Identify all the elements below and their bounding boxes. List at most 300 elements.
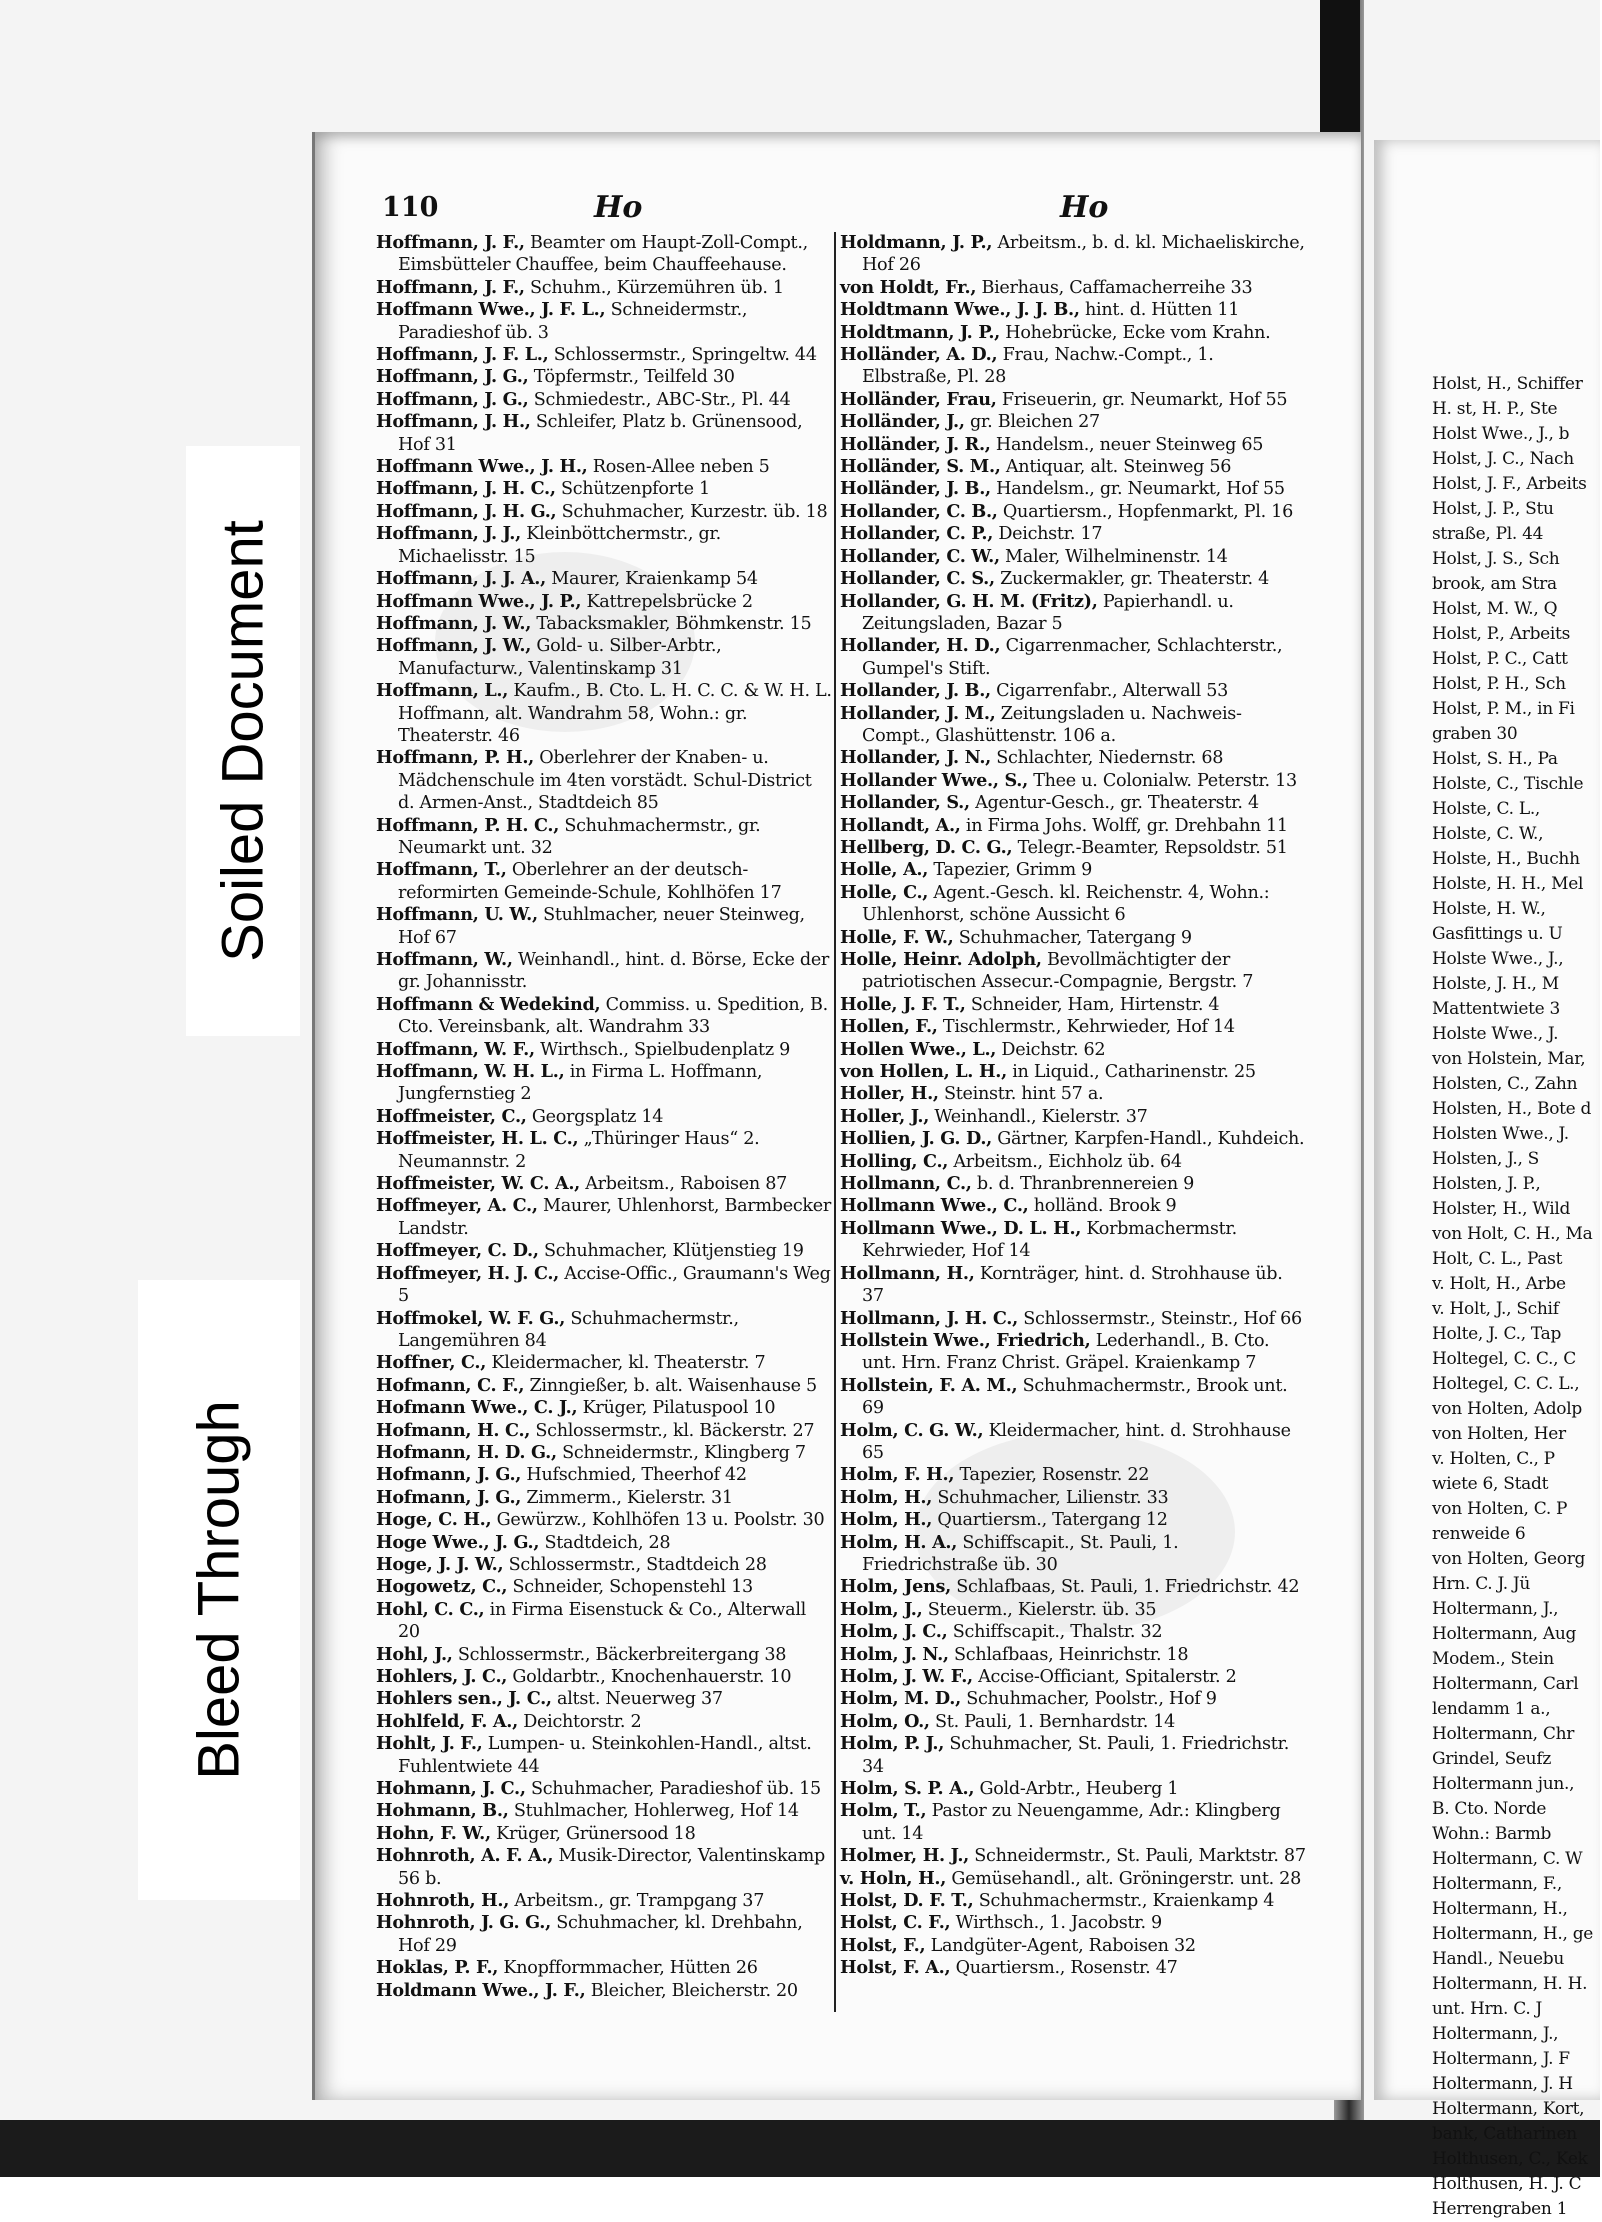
- directory-entry: [376, 523, 832, 568]
- entry-name: Hoffmann, J. W.,: [376, 635, 532, 657]
- entry-name: Hoffmeyer, H. J. C.,: [376, 1262, 559, 1284]
- directory-entry: [840, 1464, 1308, 1486]
- directory-entry: [840, 1083, 1308, 1105]
- directory-entry: [376, 1957, 832, 1979]
- entry-details: Schlafbaas, St. Pauli, 1. Friedrichstr. 42: [950, 1577, 1300, 1598]
- entry-name: Hollander, J. M.,: [840, 702, 996, 724]
- entry-name: Holm, J. W. F.,: [840, 1666, 973, 1687]
- directory-entry: [840, 591, 1308, 636]
- entry-name: Hollen, F.,: [840, 1016, 938, 1038]
- entry-details: Stuhlmacher, Hohlerweg, Hof 14: [508, 1801, 799, 1822]
- entry-name: Hohnroth, A. F. A.,: [376, 1845, 554, 1867]
- entry-name: Holmer, H. J.,: [840, 1845, 969, 1867]
- entry-name: Holle, C.,: [840, 881, 929, 903]
- entry-name: v. Holn, H.,: [840, 1867, 947, 1889]
- entry-details: Cigarrenmacher, Schlachterstr., Gumpel's Stift.: [862, 636, 1283, 679]
- entry-name: Hofmann, H. D. G.,: [376, 1441, 557, 1463]
- directory-entry: [840, 1733, 1308, 1778]
- adjacent-entry-fragment: Holste, J. H., M: [1432, 974, 1559, 994]
- adjacent-entry-fragment: v. Holt, H., Arbe: [1432, 1274, 1566, 1294]
- entry-details: Arbeitsm., Raboisen 87: [579, 1174, 788, 1195]
- entry-name: Hoffmann, W. H. L.,: [376, 1061, 565, 1083]
- adjacent-entry-fragment: Holst, P. C., Catt: [1432, 649, 1568, 669]
- directory-entry: [376, 1711, 832, 1733]
- adjacent-entry-fragment: v. Holt, J., Schif: [1432, 1299, 1559, 1319]
- directory-entry: [840, 635, 1308, 680]
- adjacent-entry-fragment: Holst, P., Arbeits: [1432, 624, 1571, 644]
- entry-name: Holm, J.,: [840, 1598, 923, 1620]
- entry-details: Schneidermstr., Klingberg 7: [556, 1442, 806, 1463]
- entry-name: Hoffmann, J. H.,: [376, 411, 531, 433]
- entry-details: Knopfformmacher, Hütten 26: [498, 1958, 758, 1979]
- entry-name: Holm, T.,: [840, 1800, 927, 1822]
- adjacent-entry-fragment: von Holten, Adolp: [1432, 1399, 1582, 1419]
- entry-details: Friseuerin, gr. Neumarkt, Hof 55: [996, 389, 1288, 410]
- adjacent-entry-fragment: Holtermann, H. H.: [1432, 1974, 1588, 1994]
- entry-details: Wirthsch., 1. Jacobstr. 9: [950, 1913, 1162, 1934]
- adjacent-entry-fragment: Holste Wwe., J.: [1432, 1024, 1559, 1044]
- entry-details: Schmiedestr., ABC-Str., Pl. 44: [528, 389, 791, 410]
- entry-name: Holdmann Wwe., J. F.,: [376, 1979, 586, 2001]
- entry-name: Hofmann, J. G.,: [376, 1464, 522, 1486]
- directory-entry: [376, 1599, 832, 1644]
- entry-name: Hoffmann, J. J. A.,: [376, 568, 546, 590]
- entry-details: Beamter om Haupt-Zoll-Compt., Eimsbütteler Chauffee, beim Chauffeehause.: [398, 233, 808, 276]
- entry-name: Hohmann, J. C.,: [376, 1778, 526, 1800]
- entry-name: Hoffmeister, H. L. C.,: [376, 1128, 579, 1150]
- adjacent-entry-fragment: von Holt, C. H., Ma: [1432, 1224, 1593, 1244]
- entry-name: Hoklas, P. F.,: [376, 1957, 499, 1979]
- directory-entry: [376, 1106, 832, 1128]
- entry-name: Hellberg, D. C. G.,: [840, 836, 1013, 858]
- entry-name: Holdmann, J. P.,: [840, 232, 993, 253]
- entry-details: Maurer, Kraienkamp 54: [545, 569, 758, 590]
- directory-entry: [840, 770, 1308, 792]
- bleed-through-label: Bleed Through: [138, 1280, 300, 1900]
- entry-name: Hollander, C. S.,: [840, 568, 995, 590]
- adjacent-entry-fragment: Holtermann, J.,: [1432, 2024, 1559, 2044]
- scanner-bottom-edge: [0, 2120, 1600, 2177]
- entry-name: Hollander, C. B.,: [840, 500, 998, 522]
- entry-details: Gewürzw., Kohlhöfen 13 u. Poolstr. 30: [491, 1510, 825, 1531]
- entry-name: Hohnroth, H.,: [376, 1890, 510, 1912]
- entry-details: Hufschmied, Theerhof 42: [521, 1465, 747, 1486]
- adjacent-entry-fragment: Holst, J. S., Sch: [1432, 549, 1560, 569]
- entry-details: Accise-Officiant, Spitalerstr. 2: [972, 1667, 1237, 1687]
- entry-name: Holler, J.,: [840, 1105, 930, 1127]
- entry-details: „Thüringer Haus“ 2. Neumannstr. 2: [398, 1129, 760, 1172]
- entry-details: Schuhmacher, Tatergang 9: [953, 927, 1192, 948]
- adjacent-entry-fragment: Holste, H. H., Mel: [1432, 874, 1584, 894]
- directory-entry: [376, 501, 832, 523]
- entry-name: Holm, S. P. A.,: [840, 1778, 975, 1800]
- adjacent-entry-fragment: Holtegel, C. C. L.,: [1432, 1374, 1580, 1394]
- entry-name: Holm, O.,: [840, 1710, 930, 1732]
- directory-entry: [840, 837, 1308, 859]
- directory-entry: [376, 815, 832, 860]
- entry-name: Hoffmann, J. H. G.,: [376, 500, 557, 522]
- entry-details: Agent.-Gesch. kl. Reichenstr. 4, Wohn.: Uhlenhorst, schöne Aussicht 6: [862, 882, 1270, 926]
- entry-name: Holm, M. D.,: [840, 1688, 961, 1710]
- adjacent-entry-fragment: renweide 6: [1432, 1524, 1526, 1544]
- directory-entry: [840, 1263, 1308, 1308]
- entry-details: Zuckermakler, gr. Theaterstr. 4: [994, 569, 1269, 590]
- adjacent-entry-fragment: Holst, S. H., Pa: [1432, 749, 1558, 769]
- adjacent-entry-fragment: Holthusen, C., Kek: [1432, 2149, 1588, 2169]
- directory-entry: [376, 366, 832, 388]
- entry-details: Handelsm., gr. Neumarkt, Hof 55: [990, 479, 1285, 500]
- entry-details: Schuhmacher, Kurzestr. üb. 18: [556, 501, 828, 522]
- entry-name: Holle, J. F. T.,: [840, 993, 966, 1015]
- adjacent-entry-fragment: Mattentwiete 3: [1432, 999, 1561, 1019]
- entry-name: Hoffmann, W.,: [376, 949, 513, 970]
- directory-entry: [376, 232, 832, 277]
- adjacent-entry-fragment: Holst, J. P., Stu: [1432, 499, 1554, 519]
- directory-entry: [840, 1061, 1308, 1083]
- column-divider: [834, 232, 836, 2012]
- entry-details: Schuhmacher, St. Pauli, 1. Friedrichstr. 34: [862, 1734, 1290, 1777]
- entry-details: Frau, Nachw.-Compt., 1. Elbstraße, Pl. 28: [862, 345, 1214, 388]
- adjacent-entry-fragment: Holsten, H., Bote d: [1432, 1099, 1592, 1119]
- directory-entry: [376, 1509, 832, 1531]
- directory-entry: [840, 501, 1308, 523]
- adjacent-entry-fragment: brook, am Stra: [1432, 574, 1557, 594]
- entry-details: Schleifer, Platz b. Grünensood, Hof 31: [398, 412, 803, 455]
- adjacent-entry-fragment: Holthusen, H. J. C: [1432, 2174, 1582, 2194]
- entry-details: Weinhandl., hint. d. Börse, Ecke der gr. Johannisstr.: [398, 950, 830, 993]
- adjacent-entry-fragment: Wohn.: Barmb: [1432, 1824, 1552, 1844]
- directory-entry: [840, 344, 1308, 389]
- directory-entry: [376, 1666, 832, 1688]
- directory-entry: [840, 232, 1308, 277]
- entry-name: Holling, C.,: [840, 1150, 949, 1172]
- directory-entry: [376, 1397, 832, 1419]
- directory-entry: [840, 523, 1308, 545]
- entry-details: Schuhm., Kürzemühren üb. 1: [524, 277, 784, 298]
- directory-entry: [376, 1375, 832, 1397]
- entry-details: Gold-Arbtr., Heuberg 1: [974, 1779, 1179, 1800]
- directory-entry: [840, 1957, 1308, 1979]
- adjacent-page-column: [1432, 372, 1602, 2222]
- entry-name: Hohnroth, J. G. G.,: [376, 1912, 551, 1934]
- entry-details: Schiffscapit., Thalstr. 32: [947, 1622, 1163, 1643]
- entry-details: Zimmerm., Kielerstr. 31: [521, 1487, 733, 1508]
- running-head-left: Ho: [594, 190, 643, 225]
- entry-name: Hollien, J. G. D.,: [840, 1128, 992, 1150]
- directory-entry: [840, 815, 1308, 837]
- entry-name: Hollander, J. N.,: [840, 747, 991, 769]
- entry-details: in Firma L. Hoffmann, Jungfernstieg 2: [398, 1062, 763, 1105]
- adjacent-entry-fragment: Holtermann, F.,: [1432, 1874, 1562, 1894]
- directory-entry: [840, 703, 1308, 748]
- directory-entry: [840, 1016, 1308, 1038]
- entry-name: Hoffmann Wwe., J. F. L.,: [376, 299, 606, 321]
- entry-name: Hofmann Wwe., C. J.,: [376, 1397, 578, 1419]
- directory-entry: [376, 1061, 832, 1106]
- entry-name: Hoffmann, T.,: [376, 859, 507, 881]
- adjacent-entry-fragment: Hrn. C. J. Jü: [1432, 1574, 1531, 1594]
- entry-details: Deichtorstr. 2: [517, 1711, 642, 1732]
- entry-name: Holm, H.,: [840, 1509, 933, 1531]
- directory-entry: [840, 1912, 1308, 1934]
- entry-details: Kaufm., B. Cto. L. H. C. C. & W. H. L. Hoffmann, alt. Wandrahm 58, Wohn.: gr. Theaterstr. 46: [398, 681, 832, 746]
- directory-entry: [840, 411, 1308, 433]
- entry-name: Holländer, J. B.,: [840, 478, 991, 500]
- adjacent-entry-fragment: Holst, P. M., in Fi: [1432, 699, 1575, 719]
- adjacent-entry-fragment: wiete 6, Stadt: [1432, 1474, 1549, 1494]
- entry-details: Krüger, Grünersood 18: [490, 1823, 696, 1844]
- entry-details: Schlachter, Niedernstr. 68: [990, 748, 1224, 769]
- entry-details: Zinngießer, b. alt. Waisenhause 5: [524, 1375, 817, 1396]
- entry-details: in Liquid., Catharinenstr. 25: [1006, 1062, 1256, 1083]
- directory-entry: [840, 994, 1308, 1016]
- adjacent-entry-fragment: H. st, H. P., Ste: [1432, 399, 1558, 419]
- directory-entry: [840, 1532, 1308, 1577]
- directory-entry: [840, 1644, 1308, 1666]
- entry-name: Hoffmokel, W. F. G.,: [376, 1307, 566, 1329]
- adjacent-entry-fragment: Herrengraben 1: [1432, 2199, 1568, 2219]
- entry-name: Hoge Wwe., J. G.,: [376, 1531, 540, 1553]
- adjacent-entry-fragment: Holsten Wwe., J.: [1432, 1124, 1569, 1144]
- directory-entry: [840, 1845, 1308, 1867]
- adjacent-entry-fragment: Holste, C. L.,: [1432, 799, 1541, 819]
- entry-name: Holst, F.,: [840, 1934, 926, 1956]
- entry-details: Agentur-Gesch., gr. Theaterstr. 4: [969, 793, 1259, 814]
- adjacent-entry-fragment: Holst, J. C., Nach: [1432, 449, 1574, 469]
- entry-details: Papierhandl. u. Zeitungsladen, Bazar 5: [862, 591, 1234, 634]
- entry-name: Hoffmann Wwe., J. P.,: [376, 590, 582, 612]
- entry-details: Antiquar, alt. Steinweg 56: [1000, 457, 1232, 478]
- directory-entry: [840, 747, 1308, 769]
- adjacent-entry-fragment: Holste, C., Tischle: [1432, 774, 1584, 794]
- directory-entry: [840, 1420, 1308, 1465]
- entry-details: Kattrepelsbrücke 2: [581, 591, 753, 612]
- adjacent-entry-fragment: Holst, M. W., Q: [1432, 599, 1558, 619]
- directory-entry: [840, 478, 1308, 500]
- entry-name: Holle, A.,: [840, 859, 929, 881]
- directory-entry: [840, 927, 1308, 949]
- entry-details: Töpfermstr., Teilfeld 30: [528, 367, 735, 388]
- entry-details: Tabacksmakler, Böhmkenstr. 15: [531, 613, 812, 634]
- entry-details: holländ. Brook 9: [1028, 1196, 1177, 1217]
- entry-name: Hollen Wwe., L.,: [840, 1038, 997, 1060]
- entry-details: Steinstr. hint 57 a.: [938, 1084, 1104, 1105]
- adjacent-page: [1374, 140, 1600, 2219]
- directory-entry: [376, 904, 832, 949]
- entry-details: Bierhaus, Caffamacherreihe 33: [976, 277, 1253, 298]
- entry-name: Hoffmeyer, C. D.,: [376, 1240, 539, 1262]
- adjacent-entry-fragment: Holtermann, Carl: [1432, 1674, 1579, 1694]
- entry-details: Schlafbaas, Heinrichstr. 18: [948, 1644, 1189, 1665]
- entry-details: Stadtdeich, 28: [539, 1532, 671, 1553]
- entry-details: Tapezier, Grimm 9: [928, 860, 1093, 881]
- directory-entry: [376, 1442, 832, 1464]
- entry-name: Hoffner, C.,: [376, 1352, 487, 1374]
- adjacent-entry-fragment: Holste, C. W.,: [1432, 824, 1544, 844]
- directory-entry: [376, 1980, 832, 2002]
- directory-entry: [840, 546, 1308, 568]
- adjacent-entry-fragment: Holtermann jun.,: [1432, 1774, 1575, 1794]
- entry-details: Tapezier, Rosenstr. 22: [954, 1465, 1150, 1486]
- entry-name: Hohl, J.,: [376, 1643, 453, 1665]
- directory-entry: [840, 949, 1308, 994]
- entry-name: Hohlt, J. F.,: [376, 1733, 483, 1755]
- entry-details: Handelsm., neuer Steinweg 65: [990, 434, 1264, 455]
- directory-entry: [376, 568, 832, 590]
- entry-details: Lumpen- u. Steinkohlen-Handl., altst. Fuhlentwiete 44: [398, 1734, 812, 1777]
- adjacent-entry-fragment: von Holten, C. P: [1432, 1499, 1568, 1519]
- entry-name: Hoffmann, J. F. L.,: [376, 344, 549, 366]
- entry-name: Hofmann, H. C.,: [376, 1419, 531, 1441]
- entry-name: Hofmann, C. F.,: [376, 1374, 525, 1396]
- entry-details: Deichstr. 62: [996, 1039, 1106, 1060]
- entry-details: Cigarrenfabr., Alterwall 53: [990, 681, 1229, 702]
- entry-details: Schneidermstr., St. Pauli, Marktstr. 87: [968, 1846, 1306, 1867]
- entry-name: Holm, H.,: [840, 1486, 933, 1508]
- entry-name: Holländer, J. R.,: [840, 433, 991, 455]
- entry-details: Schlossermstr., Springeltw. 44: [548, 345, 817, 366]
- entry-name: Hollmann Wwe., D. L. H.,: [840, 1217, 1082, 1239]
- entry-details: Schuhmacher, Lilienstr. 33: [932, 1487, 1169, 1508]
- entry-name: Holländer, S. M.,: [840, 456, 1001, 478]
- directory-entry: [376, 680, 832, 747]
- entry-name: Holler, H.,: [840, 1083, 939, 1105]
- entry-details: Schlossermstr., Bäckerbreitergang 38: [452, 1644, 787, 1665]
- entry-details: Schneidermstr., Paradieshof üb. 3: [398, 300, 748, 343]
- entry-name: Holdtmann Wwe., J. J. B.,: [840, 299, 1080, 321]
- entry-details: Arbeitsm., Eichholz üb. 64: [948, 1151, 1182, 1172]
- entry-name: Hoffmann, J. W.,: [376, 612, 532, 634]
- entry-name: Holle, Heinr. Adolph,: [840, 949, 1042, 970]
- directory-entry: [840, 1151, 1308, 1173]
- directory-entry: [840, 859, 1308, 881]
- entry-details: Maurer, Uhlenhorst, Barmbecker Landstr.: [398, 1196, 831, 1239]
- entry-name: Hohlfeld, F. A.,: [376, 1710, 518, 1732]
- entry-name: Hoge, C. H.,: [376, 1509, 492, 1531]
- entry-name: Hoffmann Wwe., J. H.,: [376, 456, 588, 478]
- directory-entry: [840, 1039, 1308, 1061]
- entry-name: Holst, C. F.,: [840, 1912, 951, 1934]
- directory-entry: [840, 1688, 1308, 1710]
- entry-name: Holst, D. F. T.,: [840, 1890, 974, 1912]
- adjacent-entry-fragment: Holtermann, J.,: [1432, 1599, 1559, 1619]
- entry-name: von Hollen, L. H.,: [840, 1061, 1007, 1083]
- directory-entry: [376, 1195, 832, 1240]
- directory-entry: [840, 680, 1308, 702]
- entry-details: Schuhmachermstr., Langemühren 84: [398, 1308, 739, 1351]
- entry-details: Krüger, Pilatuspool 10: [577, 1398, 776, 1419]
- adjacent-entry-fragment: Holtermann, H., ge: [1432, 1924, 1594, 1944]
- directory-entry: [376, 1845, 832, 1890]
- entry-name: Hoffmeyer, A. C.,: [376, 1195, 538, 1217]
- directory-entry: [376, 389, 832, 411]
- entry-details: Commiss. u. Spedition, B. Cto. Vereinsbank, alt. Wandrahm 33: [398, 994, 828, 1038]
- entry-details: Pastor zu Neuengamme, Adr.: Klingberg unt. 14: [862, 1801, 1281, 1844]
- running-head-right: Ho: [1060, 190, 1109, 225]
- adjacent-entry-fragment: Holt, C. L., Past: [1432, 1249, 1563, 1269]
- adjacent-entry-fragment: Holtermann, Chr: [1432, 1724, 1575, 1744]
- directory-entry: [840, 456, 1308, 478]
- entry-name: Holle, F. W.,: [840, 926, 954, 948]
- adjacent-entry-fragment: von Holten, Georg: [1432, 1549, 1586, 1569]
- entry-details: Korbmachermstr. Kehrwieder, Hof 14: [862, 1218, 1237, 1262]
- entry-details: Wirthsch., Spielbudenplatz 9: [534, 1039, 790, 1060]
- entry-name: Hoffmeister, C.,: [376, 1105, 527, 1127]
- adjacent-entry-fragment: von Holten, Her: [1432, 1424, 1566, 1444]
- directory-entry: [840, 1487, 1308, 1509]
- entry-details: Schuhmachermstr., gr. Neumarkt unt. 32: [398, 815, 761, 858]
- entry-name: Holm, P. J.,: [840, 1733, 945, 1755]
- page-number: 110: [382, 192, 439, 223]
- directory-entry: [376, 1039, 832, 1061]
- entry-details: Bevollmächtigter der patriotischen Assecur.-Compagnie, Bergstr. 7: [862, 950, 1254, 993]
- entry-details: Deichstr. 17: [993, 524, 1103, 545]
- directory-entry: [840, 792, 1308, 814]
- entry-name: Hollmann Wwe., C.,: [840, 1195, 1029, 1217]
- entry-name: Hoffmann & Wedekind,: [376, 993, 601, 1015]
- directory-entry: [376, 1890, 832, 1912]
- entry-details: in Firma Eisenstuck & Co., Alterwall 20: [398, 1599, 807, 1643]
- entry-details: Accise-Offic., Graumann's Weg 5: [398, 1263, 831, 1307]
- directory-entry: [376, 747, 832, 814]
- entry-name: Hofmann, J. G.,: [376, 1486, 522, 1508]
- entry-details: Schuhmacher, Poolstr., Hof 9: [960, 1689, 1217, 1710]
- entry-details: Quartiersm., Tatergang 12: [932, 1510, 1168, 1531]
- entry-name: Hollander, S.,: [840, 792, 970, 814]
- scan-edge-shadow: [1320, 0, 1360, 140]
- entry-name: Hollander, J. B.,: [840, 680, 991, 702]
- directory-entry: [376, 949, 832, 994]
- entry-name: Hollstein Wwe., Friedrich,: [840, 1329, 1091, 1351]
- entry-name: Hollander, C. W.,: [840, 545, 1000, 567]
- entry-name: Holst, F. A.,: [840, 1957, 951, 1979]
- entry-details: gr. Bleichen 27: [964, 412, 1100, 433]
- entry-details: Maler, Wilhelminenstr. 14: [999, 546, 1228, 567]
- entry-name: Hohlers, J. C.,: [376, 1666, 508, 1687]
- entry-details: Schuhmacher, Klütjenstieg 19: [538, 1241, 804, 1262]
- adjacent-entry-fragment: Holtermann, J. H: [1432, 2074, 1573, 2094]
- directory-entry: [840, 1666, 1308, 1688]
- entry-details: Telegr.-Beamter, Repsoldstr. 51: [1012, 837, 1288, 858]
- right-column: [840, 232, 1308, 1980]
- adjacent-entry-fragment: v. Holten, C., P: [1432, 1449, 1555, 1469]
- directory-entry: [376, 344, 832, 366]
- entry-name: Holm, F. H.,: [840, 1464, 955, 1486]
- entry-name: Hoffmann, J. F.,: [376, 232, 525, 253]
- directory-entry: [840, 1173, 1308, 1195]
- directory-entry: [376, 1778, 832, 1800]
- entry-name: Holm, J. N.,: [840, 1643, 949, 1665]
- entry-details: Kleinböttchermstr., gr. Michaelisstr. 15: [398, 524, 721, 567]
- entry-details: Steuerm., Kielerstr. üb. 35: [922, 1599, 1157, 1620]
- entry-name: von Holdt, Fr.,: [840, 276, 977, 298]
- entry-details: Goldarbtr., Knochenhauerstr. 10: [507, 1667, 792, 1687]
- directory-entry: [840, 1128, 1308, 1150]
- entry-details: Schneider, Schopenstehl 13: [507, 1577, 753, 1598]
- entry-details: Zeitungsladen u. Nachweis-Compt., Glashüttenstr. 106 a.: [862, 703, 1242, 746]
- directory-entry: [376, 1173, 832, 1195]
- directory-entry: [376, 635, 832, 680]
- entry-name: Hoge, J. J. W.,: [376, 1553, 504, 1575]
- directory-entry: [840, 1868, 1308, 1890]
- entry-details: Rosen-Allee neben 5: [587, 457, 770, 478]
- entry-details: St. Pauli, 1. Bernhardstr. 14: [929, 1711, 1176, 1732]
- entry-details: Schiffscapit., St. Pauli, 1. Friedrichstraße üb. 30: [862, 1532, 1179, 1575]
- adjacent-entry-fragment: graben 30: [1432, 724, 1518, 744]
- entry-name: Hollmann, H.,: [840, 1262, 975, 1284]
- entry-name: Hohn, F. W.,: [376, 1822, 491, 1844]
- entry-name: Hohlers sen., J. C.,: [376, 1688, 552, 1710]
